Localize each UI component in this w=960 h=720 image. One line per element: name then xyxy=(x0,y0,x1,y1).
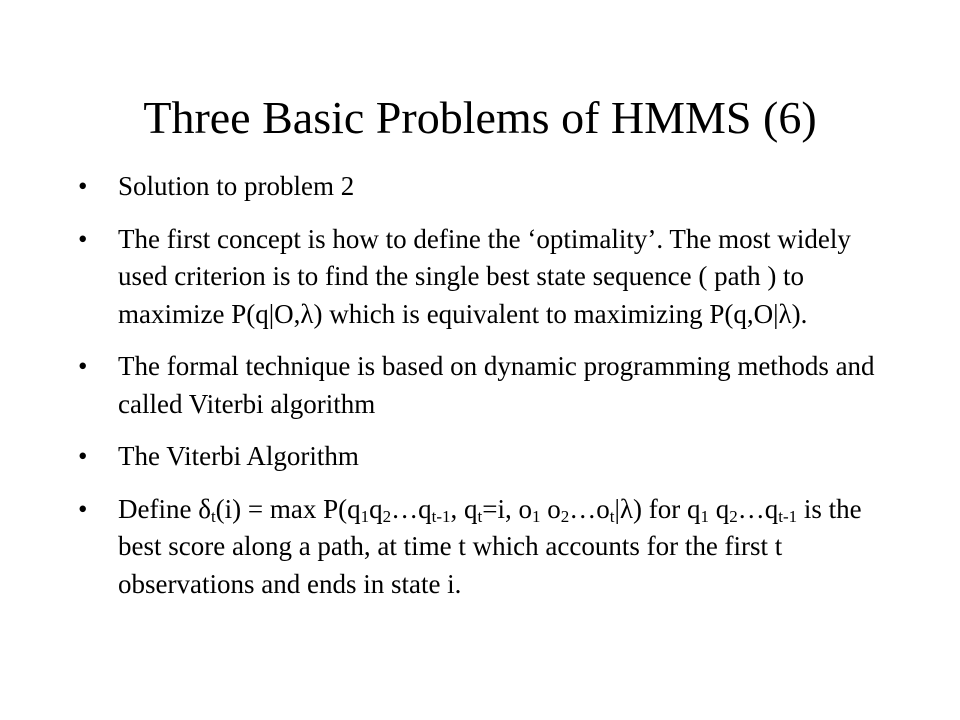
bullet-text: The first concept is how to define the ‘optimality’. The most widely used criterion is to find the single best state sequence ( path ) to maximize P(q|O,λ) which is equivalent to maximizing P(q,O|λ). xyxy=(118,223,851,329)
bullet-text: Solution to problem 2 xyxy=(118,171,355,201)
bullet-text-formula: Define $\delta_t(i) = \max$ $P(q_1q_2\dots q_{t-1}$, $q_t=i$, $o_1$ $o_2\dots o_t|\lambda$) for $q_1$ $q_2\dots q_{t-1}$ is the best score along a path, at time t which accounts for the first t observations and ends in state i. xyxy=(118,493,862,599)
bullet-item xyxy=(76,168,886,206)
slide-title: Three Basic Problems of HMMS (6) xyxy=(143,92,817,143)
bullet-item xyxy=(76,491,886,604)
bullet-item xyxy=(76,221,886,334)
bullet-text: The formal technique is based on dynamic programming methods and called Viterbi algorithm xyxy=(118,351,875,419)
bullet-marker: • xyxy=(78,493,88,524)
bullet-marker: • xyxy=(78,441,88,471)
bullet-item xyxy=(76,438,886,476)
bullet-text: The Viterbi Algorithm xyxy=(118,441,359,471)
bullet-marker: • xyxy=(78,351,88,381)
bullet-item xyxy=(76,348,886,423)
bullet-marker: • xyxy=(78,171,88,201)
bullet-marker: • xyxy=(78,223,88,254)
bullet-list xyxy=(76,168,886,618)
